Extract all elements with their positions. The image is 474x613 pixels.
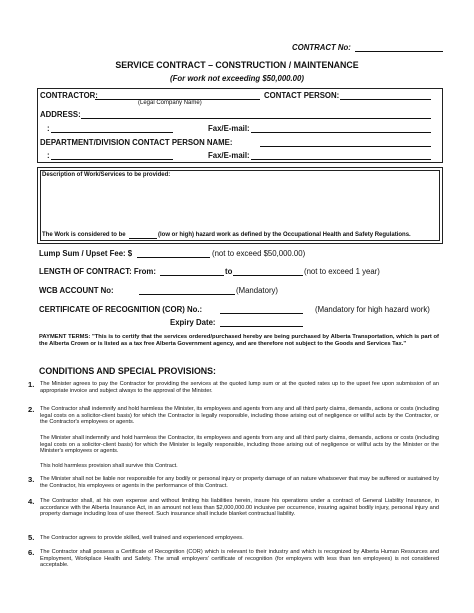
hazard-level-field[interactable] <box>129 238 157 239</box>
lump-sum-label: Lump Sum / Upset Fee: $ <box>39 249 133 258</box>
item-number: 1. <box>28 380 35 389</box>
contract-no-label: CONTRACT No: <box>292 43 351 52</box>
item-number: 6. <box>28 548 35 557</box>
description-label: Description of Work/Services to be provided: <box>42 172 171 178</box>
hazard-suffix: (low or high) hazard work as defined by the Occupational Health and Safety Regulations. <box>158 232 411 238</box>
cor-note: (Mandatory for high hazard work) <box>315 305 430 314</box>
item-number: 5. <box>28 533 35 542</box>
contract-to-field[interactable] <box>233 275 303 276</box>
address-label: ADDRESS: <box>40 110 81 119</box>
item-number: 4. <box>28 497 35 506</box>
dept-fax-email-field[interactable] <box>251 159 431 160</box>
wcb-field[interactable] <box>139 294 235 295</box>
condition-item: The Contractor shall indemnify and hold harmless the Minister, its employees and agents from any and all third party claims, demands, actions or costs (including legal costs on a solicitor-client basis) for which the Contractor is legally responsible, including those arising out of negligence or willful acts by the Contractor, or the Contractor's employees or agents. <box>40 406 439 426</box>
phone-field[interactable] <box>51 132 173 133</box>
condition-item: The Contractor shall possess a Certificate of Recognition (COR) which is relevant to their industry and which is recognized by Alberta Human Resources and Employment, Workplace Health and Safety. The small employers' certificate of recognition (for employers with less than ten employees) is not considered acceptable. <box>40 549 439 569</box>
fax-email-field[interactable] <box>251 132 431 133</box>
condition-item: The Minister shall indemnify and hold harmless the Contractor, its employees and agents from any and all third party claims, demands, actions or costs (including legal costs on a solicitor-client basis) for which the Minister is legally responsible, including those arising out of negligence or willful acts by the Minister or the Minister's employees or agents. <box>40 435 439 455</box>
dept-fax-email-label: Fax/E-mail: <box>208 151 250 160</box>
page-subtitle: (For work not exceeding $50,000.00) <box>170 74 304 83</box>
item-number: 3. <box>28 475 35 484</box>
wcb-label: WCB ACCOUNT No: <box>39 286 114 295</box>
item-number: 2. <box>28 405 35 414</box>
contractor-label: CONTRACTOR: <box>40 91 98 100</box>
length-note: (not to exceed 1 year) <box>304 267 380 276</box>
phone-colon: : <box>47 124 50 133</box>
description-box[interactable] <box>40 170 440 241</box>
length-label: LENGTH OF CONTRACT: From: <box>39 267 156 276</box>
dept-contact-field[interactable] <box>260 146 431 147</box>
condition-item: This hold harmless provision shall survive this Contract. <box>40 463 178 469</box>
payment-terms: PAYMENT TERMS: "This is to certify that the services ordered/purchased hereby are being purchased by Alberta Transportation, which is part of the Alberta Crown or is listed as a tax free Alberta Government agency, and are therefore not subject to the Goods and Services Tax." <box>39 334 439 347</box>
condition-item: The Minister shall not be liable nor responsible for any bodily or personal injury or property damage of an nature whatsoever that may be suffered or sustained by the Contractor, his employees or agents in the performance of this Contract. <box>40 476 439 489</box>
hazard-prefix: The Work is considered to be <box>42 232 126 238</box>
contact-person-label: CONTACT PERSON: <box>264 91 340 100</box>
address-field[interactable] <box>81 118 431 119</box>
condition-item: The Contractor agrees to provide skilled, well trained and experienced employees. <box>40 535 244 541</box>
page-title: SERVICE CONTRACT – CONSTRUCTION / MAINTENANCE <box>115 60 359 70</box>
conditions-heading: CONDITIONS AND SPECIAL PROVISIONS: <box>39 366 216 376</box>
wcb-note: (Mandatory) <box>236 286 279 295</box>
fax-email-label: Fax/E-mail: <box>208 124 250 133</box>
contract-from-field[interactable] <box>160 275 224 276</box>
dept-contact-label: DEPARTMENT/DIVISION CONTACT PERSON NAME: <box>40 138 233 147</box>
legal-name-hint: (Legal Company Name) <box>138 100 202 106</box>
to-label: to <box>225 267 233 276</box>
cor-label: CERTIFICATE OF RECOGNITION (COR) No.: <box>39 305 203 314</box>
dept-phone-colon: : <box>47 151 50 160</box>
lump-sum-note: (not to exceed $50,000.00) <box>212 249 306 258</box>
dept-phone-field[interactable] <box>51 159 173 160</box>
expiry-field[interactable] <box>220 326 303 327</box>
lump-sum-field[interactable] <box>137 257 210 258</box>
contract-no-field[interactable] <box>355 51 443 52</box>
expiry-label: Expiry Date: <box>170 318 216 327</box>
condition-item: The Minister agrees to pay the Contractor for providing the services at the quoted lump sum or at the quoted rates up to the upset fee upon submission of an appropriate invoice and subject always to the approval of the Minister. <box>40 381 439 394</box>
cor-field[interactable] <box>220 313 303 314</box>
contact-person-field[interactable] <box>340 99 431 100</box>
condition-item: The Contractor shall, at his own expense and without limiting his liabilities herein, insure his operations under a contract of General Liability Insurance, in accordance with the Alberta Insurance Act, in an amount not less than $2,000,000.00 inclusive per occurrence, insuring against bodily injury, personal injury and property damage including loss of use thereof. Such insurance shall include blanket contractual liability. <box>40 498 439 518</box>
